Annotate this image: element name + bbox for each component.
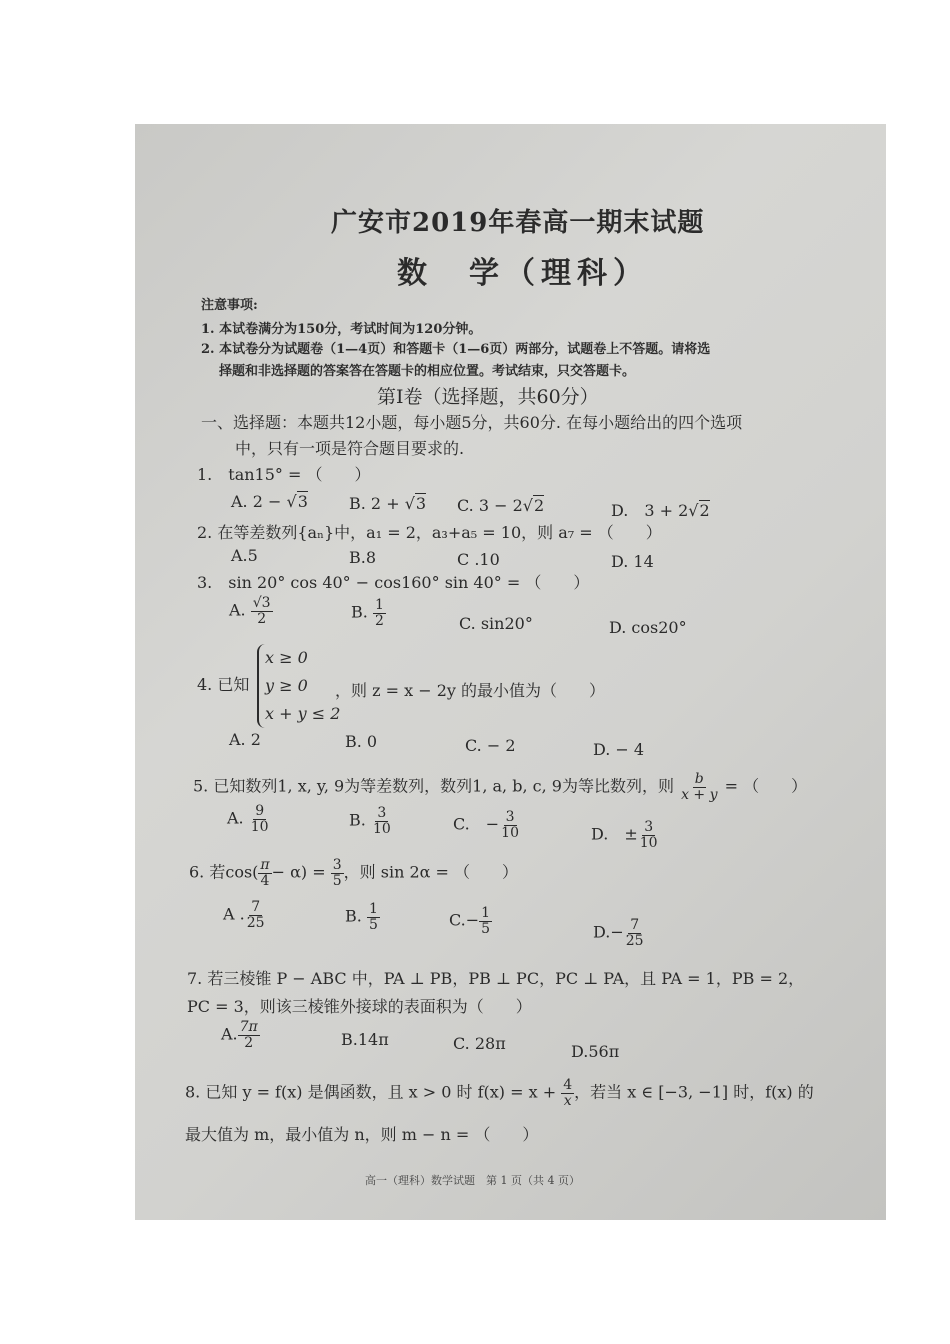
question-4-prefix: 4. 已知	[197, 675, 250, 694]
question-1-stem: 1. tan15° = （ ）	[197, 465, 371, 484]
question-6-option-c: C.− $\frac{1}{5}$	[449, 905, 491, 937]
question-4-option-a: A. 2	[229, 730, 261, 749]
question-5-stem: 5. 已知数列1, x, y, 9为等差数列，数列1, a, b, c, 9为等比数列，则 $\frac{b}{x + y}$ = （ ）	[193, 771, 808, 803]
question-7-option-a: A. $\frac{7\pi}{2}$	[221, 1019, 258, 1051]
question-7-line-2: PC = 3，则该三棱锥外接球的表面积为（ ）	[187, 997, 532, 1016]
question-1-option-a: A. 2 − √3	[231, 492, 308, 511]
question-2-option-d: D. 14	[611, 552, 654, 571]
notice-line-1: 1. 本试卷满分为150分，考试时间为120分钟。	[201, 322, 482, 337]
question-8-line-2: 最大值为 m，最小值为 n，则 m − n = （ ）	[185, 1125, 539, 1144]
question-6-option-a: A . $\frac{7}{25}$	[223, 899, 265, 931]
question-7-option-c: C. 28π	[453, 1034, 506, 1053]
question-3-option-c: C. sin20°	[459, 614, 533, 633]
question-4-option-c: C. − 2	[465, 736, 516, 755]
question-5-option-b: B. $\frac{3}{10}$	[349, 805, 391, 837]
question-2-stem: 2. 在等差数列{aₙ}中，a₁ = 2，a₃+a₅ = 10，则 a₇ = （ ）	[197, 523, 662, 542]
section-title: 第Ⅰ卷（选择题，共60分）	[377, 386, 599, 408]
question-6-option-b: B. $\frac{1}{5}$	[345, 901, 378, 933]
question-2-option-c: C .10	[457, 550, 500, 569]
question-1-option-c: C. 3 − 2√2	[457, 496, 545, 515]
question-7-line-1: 7. 若三棱锥 P − ABC 中，PA ⊥ PB，PB ⊥ PC，PC ⊥ PA，且 PA = 1，PB = 2，	[187, 969, 805, 988]
question-3-stem: 3. sin 20° cos 40° − cos160° sin 40° = （ ）	[197, 573, 590, 592]
photographed-exam-page	[135, 124, 886, 1220]
question-2-option-b: B.8	[349, 548, 377, 567]
question-4-option-b: B. 0	[345, 732, 378, 751]
question-6-option-d: D.− $\frac{7}{25}$	[593, 917, 644, 949]
question-3-option-a: A. $\frac{√3}{2}$	[229, 595, 271, 627]
question-7-option-d: D.56π	[571, 1042, 620, 1061]
section-instruction-2: 中，只有一项是符合题目要求的.	[235, 439, 465, 458]
question-2-option-a: A.5	[231, 546, 258, 565]
exam-subject: 数 学（理科）	[397, 256, 649, 291]
question-4-option-d: D. − 4	[593, 740, 645, 759]
question-1-option-b: B. 2 + √3	[349, 494, 427, 513]
question-3-option-d: D. cos20°	[609, 618, 687, 637]
page-footer: 高一（理科）数学试题 第 1 页（共 4 页）	[365, 1174, 580, 1187]
question-3-option-b: B. $\frac{1}{2}$	[351, 597, 384, 629]
question-6-stem: 6. 若cos( $\frac{\pi}{4}$ − α) = $\frac{3}{5}$ ，则 sin 2α = （ ）	[189, 857, 519, 889]
exam-title: 广安市2019年春高一期末试题	[331, 208, 705, 238]
notice-line-2a: 2. 本试卷分为试题卷（1—4页）和答题卡（1—6页）两部分，试题卷上不答题。请将选	[201, 342, 711, 357]
notice-line-2b: 择题和非选择题的答案答在答题卡的相应位置。考试结束，只交答题卡。	[219, 364, 636, 379]
question-7-option-b: B.14π	[341, 1030, 389, 1049]
section-instruction-1: 一、选择题：本题共12小题，每小题5分，共60分. 在每小题给出的四个选项	[201, 413, 743, 432]
question-4-suffix: ，则 z = x − 2y 的最小值为（ ）	[335, 681, 606, 700]
question-5-option-d: D. ± $\frac{3}{10}$	[591, 819, 658, 851]
question-4-constraint-system: x ≥ 0 y ≥ 0 x + y ≤ 2	[257, 644, 340, 728]
notice-heading: 注意事项:	[201, 298, 258, 313]
question-1-option-d: D. 3 + 2√2	[611, 501, 710, 520]
question-5-option-a: A. $\frac{9}{10}$	[227, 803, 269, 835]
question-8-line-1: 8. 已知 y = f(x) 是偶函数，且 x > 0 时 f(x) = x + $\frac{4}{x}$ ，若当 x ∈ [−3, −1] 时，f(x) 的	[185, 1077, 814, 1109]
question-5-option-c: C. − $\frac{3}{10}$	[453, 809, 519, 841]
